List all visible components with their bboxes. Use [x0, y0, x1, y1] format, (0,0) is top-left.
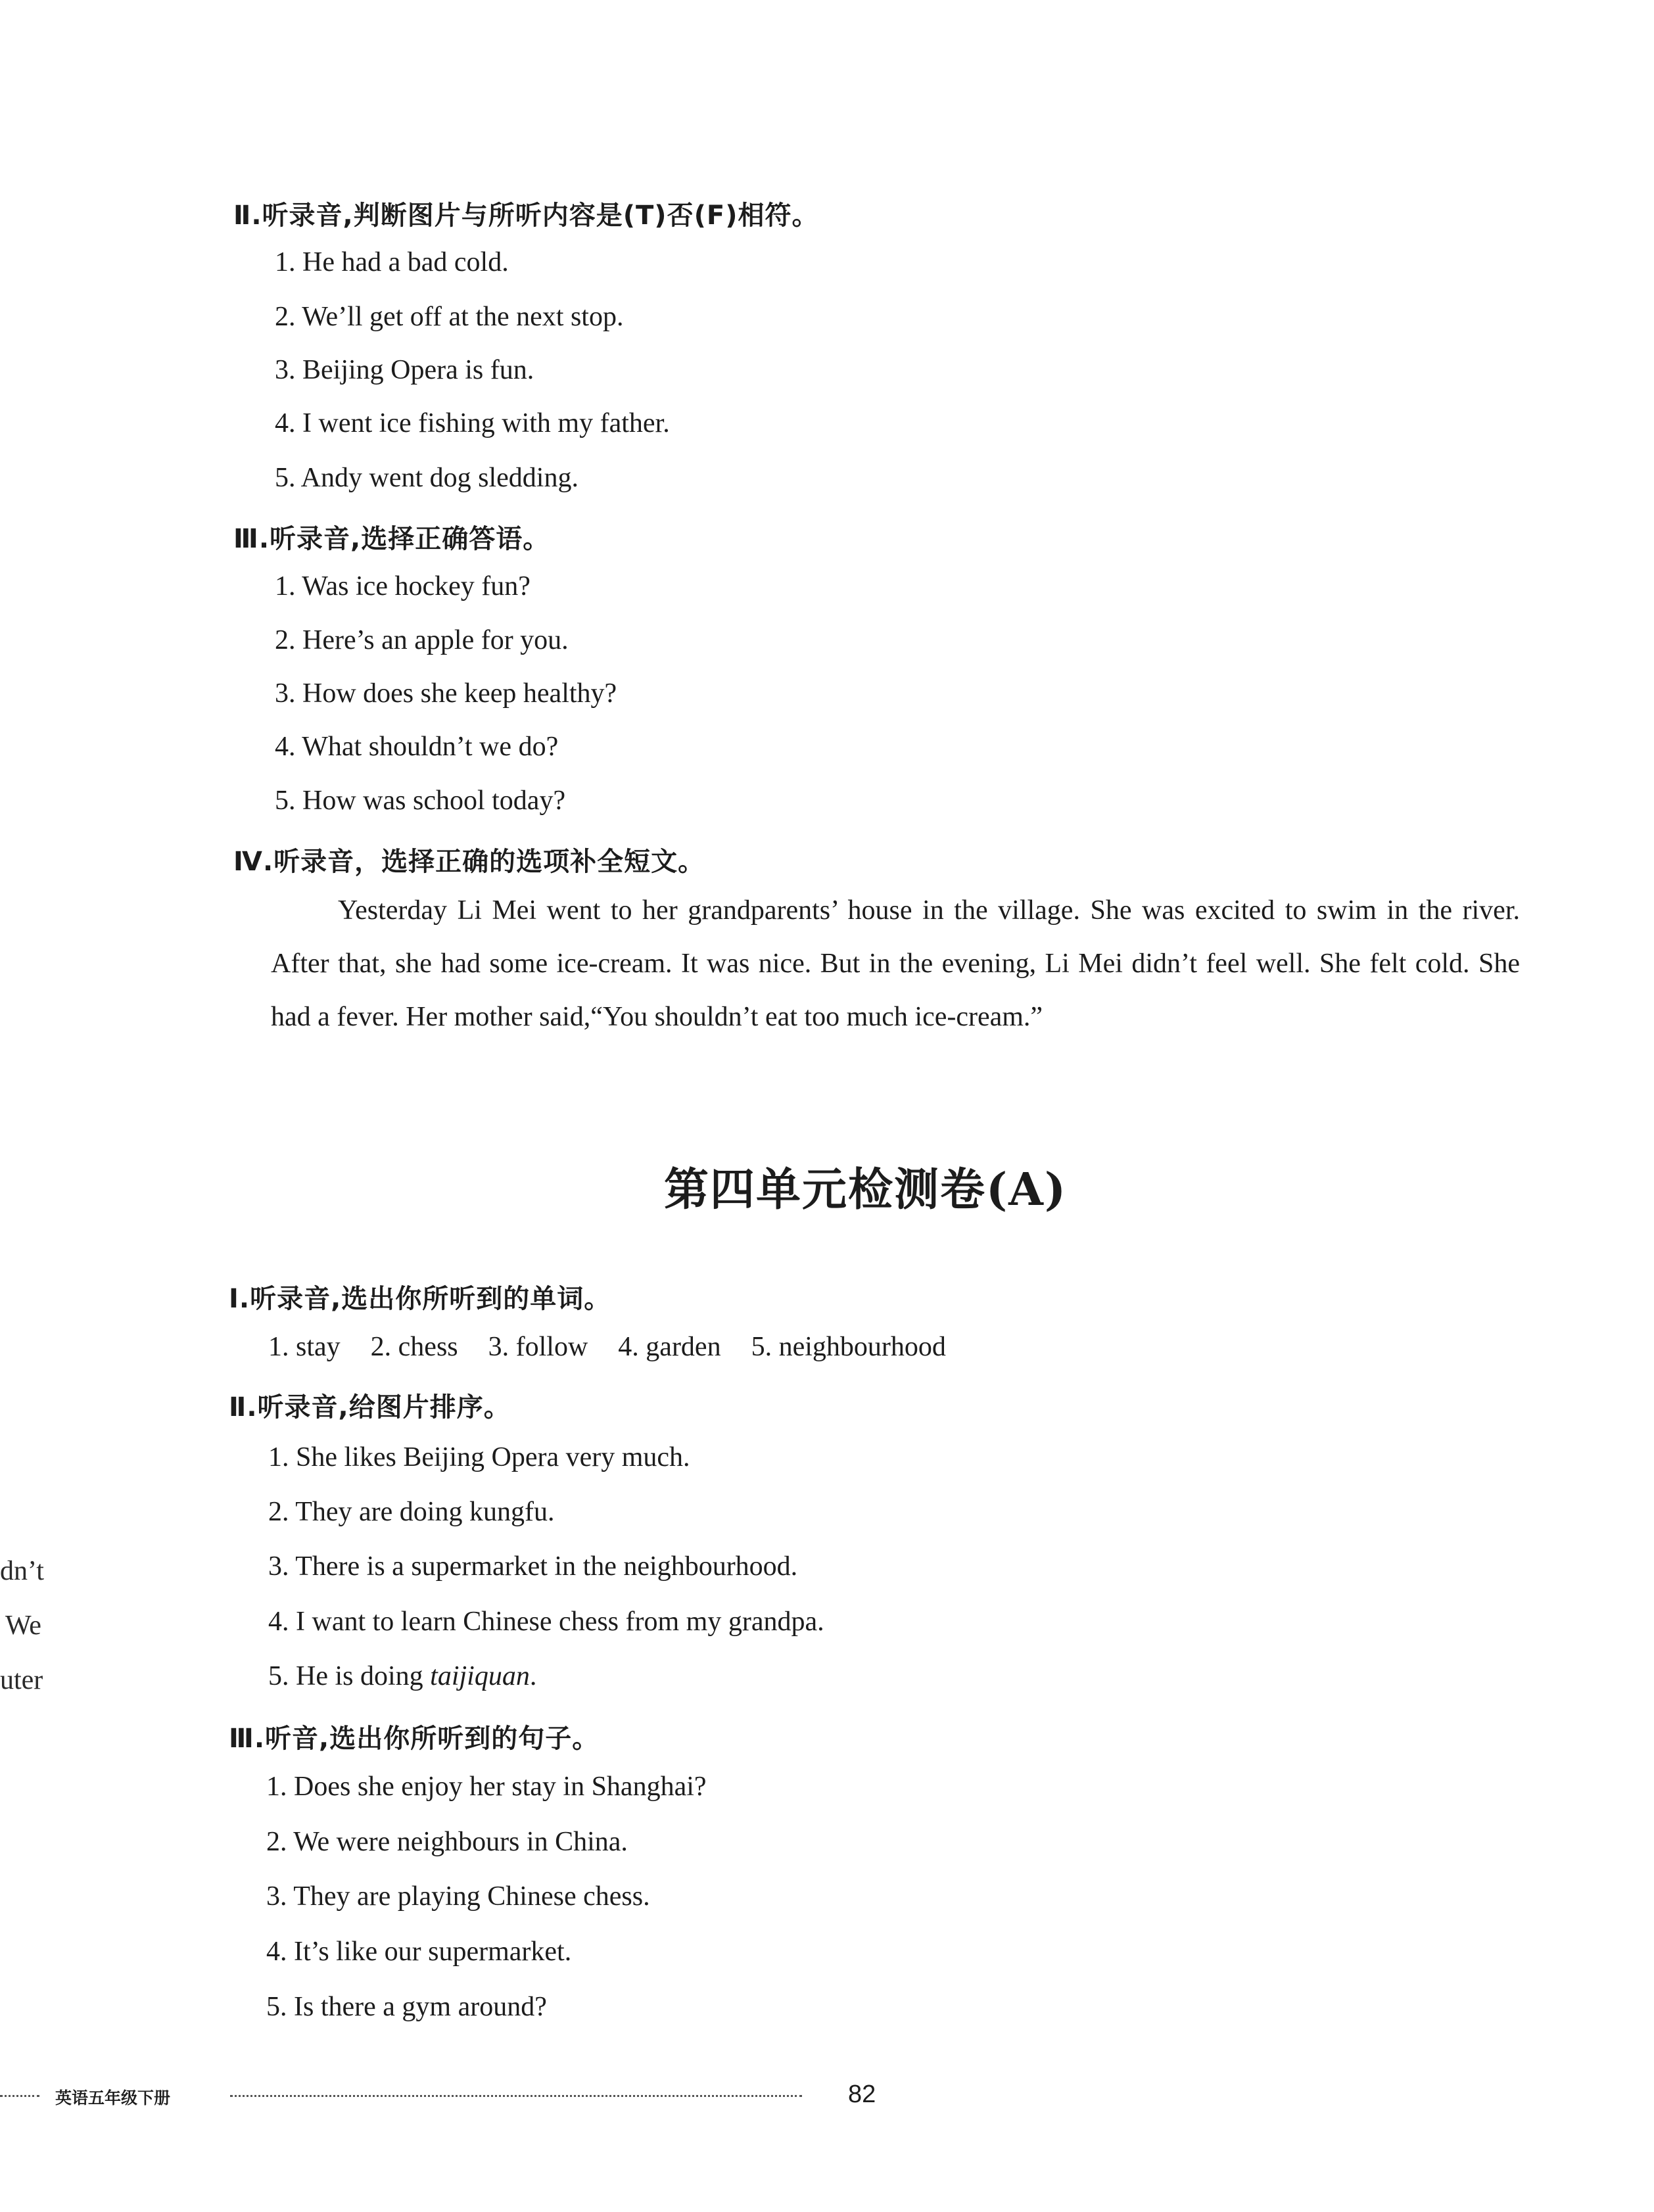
- unit-section2-item-4: 4. I want to learn Chinese chess from my grandpa.: [268, 1607, 824, 1637]
- unit-section2-item-1: 1. She likes Beijing Opera very much.: [268, 1442, 690, 1472]
- unit-section1-words: [268, 1331, 946, 1363]
- word-4: 4. garden: [618, 1332, 721, 1362]
- unit-title: 第四单元检测卷(A): [664, 1164, 1068, 1216]
- section4-heading: Ⅳ.听录音，选择正确的选项补全短文。: [233, 847, 705, 877]
- section3-item-4: 4. What shouldn’t we do?: [275, 732, 559, 762]
- unit-section3-item-4: 4. It’s like our supermarket.: [266, 1937, 572, 1967]
- page-number: 82: [848, 2081, 876, 2108]
- edge-fragment-1: dn’t: [0, 1556, 44, 1586]
- item5-prefix: 5. He is doing: [268, 1661, 431, 1691]
- section2-item-3: 3. Beijing Opera is fun.: [275, 355, 534, 385]
- unit-section3-item-3: 3. They are playing Chinese chess.: [266, 1881, 650, 1912]
- word-3: 3. follow: [488, 1332, 588, 1362]
- unit-section2-item-5: [268, 1660, 536, 1692]
- unit-section3-item-1: 1. Does she enjoy her stay in Shanghai?: [266, 1772, 707, 1802]
- section3-item-3: 3. How does she keep healthy?: [275, 678, 617, 709]
- section2-item-5: 5. Andy went dog sledding.: [275, 463, 579, 493]
- section2-item-2: 2. We’ll get off at the next stop.: [275, 302, 624, 332]
- edge-fragment-3: uter: [0, 1665, 43, 1695]
- section3-item-2: 2. Here’s an apple for you.: [275, 625, 569, 655]
- word-1: 1. stay: [268, 1332, 341, 1362]
- section2-item-1: 1. He had a bad cold.: [275, 247, 509, 277]
- footer-label: 英语五年级下册: [55, 2088, 171, 2107]
- section3-item-5: 5. How was school today?: [275, 786, 566, 816]
- word-2: 2. chess: [370, 1332, 458, 1362]
- unit-section3-heading: Ⅲ.听音,选出你所听到的句子。: [229, 1724, 600, 1754]
- unit-section2-item-3: 3. There is a supermarket in the neighbourhood.: [268, 1551, 798, 1582]
- footer-dots-right: [230, 2095, 802, 2097]
- word-5: 5. neighbourhood: [751, 1332, 946, 1362]
- section4-passage: Yesterday Li Mei went to her grandparents’ house in the village. She was excited to swim in the river. After that, she had some ice-cream. It was nice. But in the evening, Li Mei didn’t feel well. She felt cold. She had a fever. Her mother said,“You shouldn’t eat too much ice-cream.”: [271, 895, 1520, 1032]
- section2-heading: Ⅱ.听录音,判断图片与所听内容是(T)否(F)相符。: [233, 200, 819, 231]
- item5-suffix: .: [529, 1661, 537, 1691]
- unit-section3-item-2: 2. We were neighbours in China.: [266, 1827, 628, 1857]
- unit-section3-item-5: 5. Is there a gym around?: [266, 1992, 547, 2022]
- footer-dots-left: [0, 2095, 39, 2097]
- unit-section1-heading: Ⅰ.听录音,选出你所听到的单词。: [229, 1284, 611, 1314]
- section3-item-1: 1. Was ice hockey fun?: [275, 571, 531, 601]
- section2-item-4: 4. I went ice fishing with my father.: [275, 408, 670, 438]
- unit-section2-item-2: 2. They are doing kungfu.: [268, 1497, 555, 1527]
- unit-section2-heading: Ⅱ.听录音,给图片排序。: [229, 1392, 511, 1423]
- item5-italic-term: taijiquan: [430, 1661, 530, 1691]
- edge-fragment-2: We: [5, 1611, 41, 1641]
- section3-heading: Ⅲ.听录音,选择正确答语。: [233, 524, 550, 554]
